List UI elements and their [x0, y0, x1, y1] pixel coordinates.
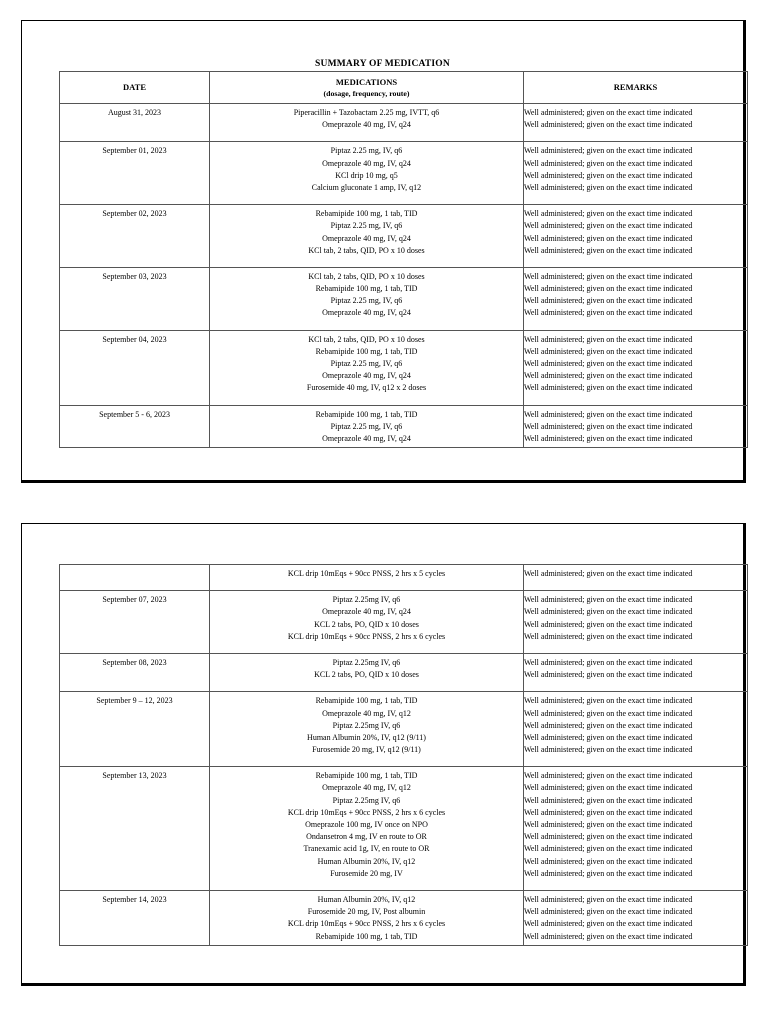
table-row [60, 692, 748, 767]
remark-entry: Well administered; given on the exact time indicated [524, 820, 693, 829]
remark-entry: Well administered; given on the exact time indicated [524, 670, 693, 680]
remark-entry: Well administered; given on the exact time indicated [524, 720, 693, 730]
medications-cell [210, 330, 524, 405]
medication-entry: Rebamipide 100 mg, 1 tab, TID [315, 931, 418, 941]
document-page-2 [21, 523, 746, 986]
remark-entry: Well administered; given on the exact time indicated [524, 856, 693, 866]
remark-entry: Well administered; given on the exact time indicated [524, 245, 693, 255]
date-cell: September 13, 2023 [60, 767, 210, 891]
header-date: DATE [60, 72, 210, 104]
table-row [60, 205, 748, 268]
medication-entry: Rebamipide 100 mg, 1 tab, TID [315, 284, 418, 294]
table-row [60, 405, 748, 448]
medications-cell [210, 565, 524, 591]
remarks-cell [524, 591, 748, 654]
remark-entry: Well administered; given on the exact time indicated [524, 383, 693, 393]
medication-entry: Rebamipide 100 mg, 1 tab, TID [315, 696, 418, 706]
date-cell [60, 565, 210, 591]
remark-entry: Well administered; given on the exact time indicated [524, 359, 693, 368]
medication-entry: Furosemide 20 mg, IV [330, 868, 403, 878]
medication-entry: Omeprazole 40 mg, IV, q12 [322, 783, 411, 793]
medication-entry: Omeprazole 40 mg, IV, q24 [322, 433, 411, 443]
medication-entry: Omeprazole 100 mg, IV once on NPO [305, 820, 428, 829]
remark-entry: Well administered; given on the exact time indicated [524, 894, 693, 904]
medication-entry: KCl tab, 2 tabs, QID, PO x 10 doses [308, 334, 425, 344]
document-page-1 [21, 20, 746, 483]
remark-entry: Well administered; given on the exact time indicated [524, 421, 693, 431]
remark-entry: Well administered; given on the exact time indicated [524, 771, 693, 781]
medication-entry: Rebamipide 100 mg, 1 tab, TID [315, 771, 418, 781]
remark-entry: Well administered; given on the exact time indicated [524, 657, 693, 667]
table-row [60, 267, 748, 330]
remark-entry: Well administered; given on the exact time indicated [524, 146, 693, 156]
remark-entry: Well administered; given on the exact time indicated [524, 409, 693, 419]
remark-entry: Well administered; given on the exact time indicated [524, 832, 693, 842]
medication-entry: Piptaz 2.25 mg, IV, q6 [330, 296, 403, 306]
medication-entry: KCl tab, 2 tabs, QID, PO x 10 doses [308, 271, 425, 281]
medication-entry: Omeprazole 40 mg, IV, q24 [322, 120, 411, 130]
remark-entry: Well administered; given on the exact time indicated [524, 595, 693, 605]
medication-entry: KCl tab, 2 tabs, QID, PO x 10 doses [308, 245, 425, 255]
medication-entry: KCL drip 10mEqs + 90cc PNSS, 2 hrs x 5 cycles [287, 569, 446, 578]
medication-entry: Human Albumin 20%, IV, q12 [317, 894, 416, 904]
remark-entry: Well administered; given on the exact time indicated [524, 271, 693, 281]
remark-entry: Well administered; given on the exact time indicated [524, 108, 693, 117]
remark-entry: Well administered; given on the exact time indicated [524, 907, 693, 917]
medication-table-page-2 [59, 564, 748, 946]
medication-entry: KCL drip 10mEqs + 90cc PNSS, 2 hrs x 6 cycles [287, 919, 446, 929]
remark-entry: Well administered; given on the exact time indicated [524, 795, 693, 805]
medications-cell [210, 405, 524, 448]
medications-cell [210, 142, 524, 205]
document-title: SUMMARY OF MEDICATION [315, 59, 450, 69]
date-cell: September 03, 2023 [60, 267, 210, 330]
date-cell: September 5 - 6, 2023 [60, 405, 210, 448]
medication-entry: KCL 2 tabs, PO, QID x 10 doses [314, 619, 419, 629]
remarks-cell [524, 142, 748, 205]
remark-entry: Well administered; given on the exact time indicated [524, 296, 693, 306]
medication-table-page-1 [59, 71, 748, 448]
medication-entry: Omeprazole 40 mg, IV, q24 [322, 158, 411, 168]
table-row [60, 142, 748, 205]
remark-entry: Well administered; given on the exact time indicated [524, 745, 693, 755]
remark-entry: Well administered; given on the exact time indicated [524, 120, 693, 130]
remark-entry: Well administered; given on the exact time indicated [524, 844, 693, 854]
medication-entry: Rebamipide 100 mg, 1 tab, TID [315, 209, 418, 219]
date-cell: September 9 – 12, 2023 [60, 692, 210, 767]
medication-entry: Piptaz 2.25mg IV, q6 [332, 657, 401, 667]
remarks-cell [524, 890, 748, 945]
header-medications-sub: (dosage, frequency, route) [323, 88, 410, 98]
header-medications-label: MEDICATIONS [335, 76, 398, 87]
medication-entry: Piperacillin + Tazobactam 2.25 mg, IVTT, q6 [293, 108, 440, 117]
table-row [60, 653, 748, 691]
medication-entry: Piptaz 2.25 mg, IV, q6 [330, 221, 403, 231]
remark-entry: Well administered; given on the exact time indicated [524, 221, 693, 231]
remark-entry: Well administered; given on the exact time indicated [524, 182, 693, 192]
remark-entry: Well administered; given on the exact time indicated [524, 708, 693, 718]
remark-entry: Well administered; given on the exact time indicated [524, 919, 693, 929]
medication-entry: Ondansetron 4 mg, IV en route to OR [306, 832, 427, 842]
medication-entry: Human Albumin 20%, IV, q12 (9/11) [307, 732, 426, 742]
remark-entry: Well administered; given on the exact time indicated [524, 696, 693, 706]
medications-cell [210, 653, 524, 691]
date-cell: September 01, 2023 [60, 142, 210, 205]
medications-cell [210, 890, 524, 945]
remark-entry: Well administered; given on the exact time indicated [524, 433, 693, 443]
medication-entry: Piptaz 2.25mg IV, q6 [332, 595, 401, 605]
remarks-cell [524, 104, 748, 142]
medication-entry: Tranexamic acid 1g, IV, en route to OR [303, 844, 430, 854]
remark-entry: Well administered; given on the exact time indicated [524, 308, 693, 318]
remark-entry: Well administered; given on the exact time indicated [524, 631, 693, 641]
medication-entry: Omeprazole 40 mg, IV, q24 [322, 233, 411, 243]
medication-entry: Rebamipide 100 mg, 1 tab, TID [315, 346, 418, 356]
medication-entry: Piptaz 2.25 mg, IV, q6 [330, 146, 403, 156]
remarks-cell [524, 330, 748, 405]
header-remarks: REMARKS [524, 72, 748, 104]
remark-entry: Well administered; given on the exact time indicated [524, 931, 693, 941]
medication-entry: Omeprazole 40 mg, IV, q24 [322, 308, 411, 318]
table-row [60, 565, 748, 591]
medication-entry: Furosemide 20 mg, IV, Post albumin [307, 907, 426, 917]
remark-entry: Well administered; given on the exact time indicated [524, 209, 693, 219]
remarks-cell [524, 565, 748, 591]
medication-entry: Piptaz 2.25mg IV, q6 [332, 795, 401, 805]
date-cell: September 08, 2023 [60, 653, 210, 691]
medications-cell [210, 767, 524, 891]
remark-entry: Well administered; given on the exact time indicated [524, 619, 693, 629]
medications-cell [210, 591, 524, 654]
medications-cell [210, 205, 524, 268]
remark-entry: Well administered; given on the exact time indicated [524, 868, 693, 878]
medication-entry: KCl drip 10 mg, q5 [335, 170, 398, 180]
remarks-cell [524, 205, 748, 268]
remark-entry: Well administered; given on the exact time indicated [524, 732, 693, 742]
medication-entry: KCL drip 10mEqs + 90cc PNSS, 2 hrs x 6 cycles [287, 631, 446, 641]
medication-entry: Omeprazole 40 mg, IV, q12 [322, 708, 411, 718]
remark-entry: Well administered; given on the exact time indicated [524, 807, 693, 817]
medication-entry: Furosemide 20 mg, IV, q12 (9/11) [312, 745, 421, 755]
date-cell: August 31, 2023 [60, 104, 210, 142]
remark-entry: Well administered; given on the exact time indicated [524, 334, 693, 344]
medication-entry: Furosemide 40 mg, IV, q12 x 2 doses [306, 383, 427, 393]
remark-entry: Well administered; given on the exact time indicated [524, 607, 693, 617]
table-row [60, 890, 748, 945]
table-header-row [60, 72, 748, 104]
table-row [60, 330, 748, 405]
remark-entry: Well administered; given on the exact time indicated [524, 284, 693, 294]
remark-entry: Well administered; given on the exact time indicated [524, 346, 693, 356]
remark-entry: Well administered; given on the exact time indicated [524, 569, 693, 578]
table-body-page-1 [60, 104, 748, 448]
remark-entry: Well administered; given on the exact time indicated [524, 783, 693, 793]
remark-entry: Well administered; given on the exact time indicated [524, 170, 693, 180]
table-row [60, 104, 748, 142]
medication-entry: Piptaz 2.25 mg, IV, q6 [330, 421, 403, 431]
remark-entry: Well administered; given on the exact time indicated [524, 371, 693, 381]
date-cell: September 04, 2023 [60, 330, 210, 405]
remarks-cell [524, 767, 748, 891]
date-cell: September 14, 2023 [60, 890, 210, 945]
table-row [60, 591, 748, 654]
medication-entry: Piptaz 2.25mg IV, q6 [332, 720, 401, 730]
medication-entry: Omeprazole 40 mg, IV, q24 [322, 371, 411, 381]
medication-entry: KCL drip 10mEqs + 90cc PNSS, 2 hrs x 6 cycles [287, 807, 446, 817]
remarks-cell [524, 692, 748, 767]
medication-entry: Omeprazole 40 mg, IV, q24 [322, 607, 411, 617]
medication-entry: Calcium gluconate 1 amp, IV, q12 [311, 182, 422, 192]
medications-cell [210, 104, 524, 142]
header-medications [210, 72, 524, 104]
medications-cell [210, 267, 524, 330]
date-cell: September 07, 2023 [60, 591, 210, 654]
date-cell: September 02, 2023 [60, 205, 210, 268]
table-body-page-2 [60, 565, 748, 946]
medication-entry: Human Albumin 20%, IV, q12 [317, 856, 416, 866]
medication-entry: KCL 2 tabs, PO, QID x 10 doses [314, 670, 419, 680]
medications-cell [210, 692, 524, 767]
remarks-cell [524, 267, 748, 330]
remarks-cell [524, 653, 748, 691]
remark-entry: Well administered; given on the exact time indicated [524, 158, 693, 168]
table-row [60, 767, 748, 891]
medication-entry: Rebamipide 100 mg, 1 tab, TID [315, 409, 418, 419]
medication-entry: Piptaz 2.25 mg, IV, q6 [330, 359, 403, 368]
remark-entry: Well administered; given on the exact time indicated [524, 233, 693, 243]
remarks-cell [524, 405, 748, 448]
